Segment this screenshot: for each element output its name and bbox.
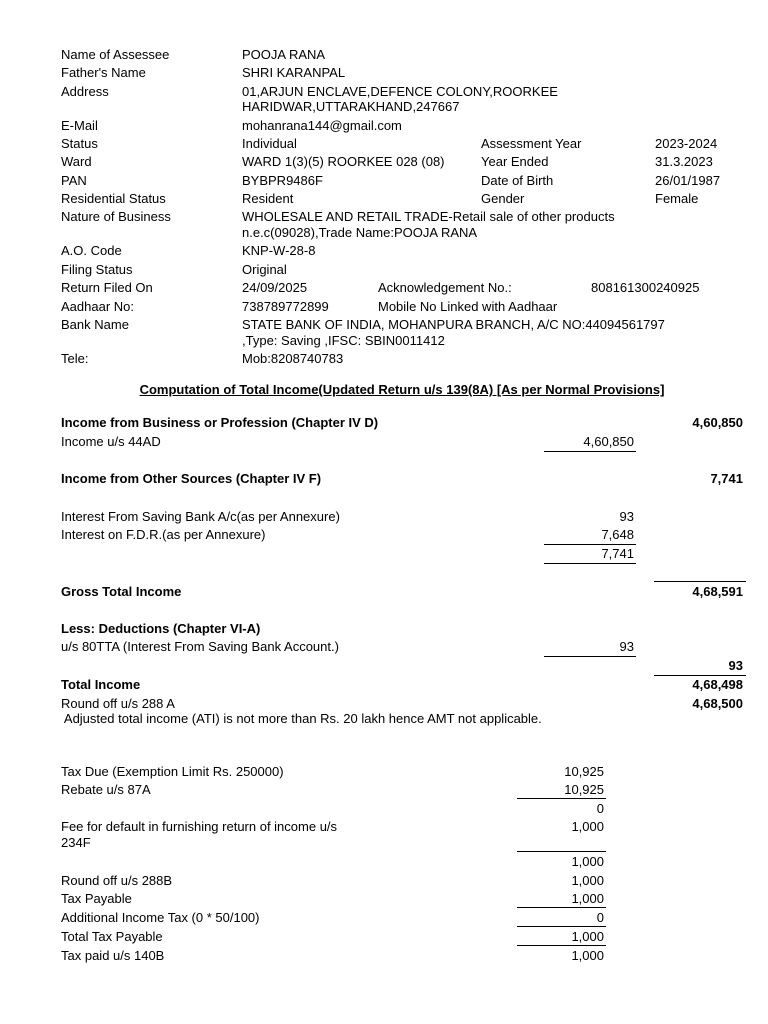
tax-due: 10,925: [564, 764, 604, 779]
rule: [517, 945, 606, 946]
gender: Female: [655, 191, 699, 206]
return-filed-on-label: Return Filed On: [61, 280, 153, 295]
roundoff-288a: 4,68,500: [692, 696, 743, 711]
assessee-name-label: Name of Assessee: [61, 47, 170, 62]
business-head: Income from Business or Profession (Chapter IV D): [61, 415, 379, 430]
pan-label: PAN: [61, 173, 87, 188]
residential-status-label: Residential Status: [61, 191, 166, 206]
status-label: Status: [61, 136, 98, 151]
nature-of-business-line-1: WHOLESALE AND RETAIL TRADE-Retail sale of other products: [242, 209, 615, 224]
ward: WARD 1(3)(5) ROORKEE 028 (08): [242, 154, 445, 169]
saving-interest: 93: [619, 509, 634, 524]
rule: [544, 451, 636, 452]
year-ended: 31.3.2023: [655, 154, 713, 169]
tax-paid-140b-label: Tax paid u/s 140B: [61, 948, 165, 963]
income-44ad: 4,60,850: [583, 434, 634, 449]
acknowledgement-label: Acknowledgement No.:: [378, 280, 512, 295]
rule: [517, 926, 606, 927]
address-line-2: HARIDWAR,UTTARAKHAND,247667: [242, 99, 460, 114]
return-filed-on: 24/09/2025: [242, 280, 308, 295]
other-sources-head: Income from Other Sources (Chapter IV F): [61, 471, 322, 486]
computation-title: Computation of Total Income(Updated Return u/s 139(8A) [As per Normal Provisions]: [139, 382, 665, 397]
roundoff-288a-label: Round off u/s 288 A: [61, 696, 175, 711]
aadhaar-no: 738789772899: [242, 299, 329, 314]
fdr-interest-label: Interest on F.D.R.(as per Annexure): [61, 527, 266, 542]
address-line-1: 01,ARJUN ENCLAVE,DEFENCE COLONY,ROORKEE: [242, 84, 558, 99]
other-sources-total: 7,741: [710, 471, 743, 486]
additional-tax-label: Additional Income Tax (0 * 50/100): [61, 910, 260, 925]
total-income: 4,68,498: [692, 677, 743, 692]
assessment-year-label: Assessment Year: [481, 136, 582, 151]
business-total: 4,60,850: [692, 415, 743, 430]
nature-of-business-line-2: n.e.c(09028),Trade Name:POOJA RANA: [242, 225, 478, 240]
tax-after-rebate: 0: [596, 801, 604, 816]
rule: [654, 581, 746, 582]
amt-note: Adjusted total income (ATI) is not more than Rs. 20 lakh hence AMT not applicable.: [61, 711, 542, 726]
tax-payable-label: Tax Payable: [61, 891, 132, 906]
other-sources-subtotal: 7,741: [601, 546, 634, 561]
dob-label: Date of Birth: [481, 173, 554, 188]
fdr-interest: 7,648: [601, 527, 634, 542]
fee-234f: 1,000: [571, 819, 604, 834]
rule: [654, 675, 746, 676]
dob: 26/01/1987: [655, 173, 721, 188]
rule: [544, 563, 636, 564]
rule: [544, 656, 636, 657]
gender-label: Gender: [481, 191, 525, 206]
filing-status: Original: [242, 262, 287, 277]
ao-code-label: A.O. Code: [61, 243, 122, 258]
tele: Mob:8208740783: [242, 351, 344, 366]
ttta-value: 93: [619, 639, 634, 654]
fee-234f-label-line-2: 234F: [61, 835, 91, 850]
address-label: Address: [61, 84, 109, 99]
email: mohanrana144@gmail.com: [242, 118, 402, 133]
tax-payable: 1,000: [571, 891, 604, 906]
status: Individual: [242, 136, 297, 151]
father-name-label: Father's Name: [61, 65, 146, 80]
additional-tax: 0: [596, 910, 604, 925]
aadhaar-label: Aadhaar No:: [61, 299, 134, 314]
rebate-87a: 10,925: [564, 782, 604, 797]
nature-of-business-label: Nature of Business: [61, 209, 171, 224]
pan: BYBPR9486F: [242, 173, 323, 188]
deductions-total: 93: [728, 658, 743, 673]
father-name: SHRI KARANPAL: [242, 65, 346, 80]
filing-status-label: Filing Status: [61, 262, 133, 277]
rule: [544, 544, 636, 545]
roundoff-288b: 1,000: [571, 873, 604, 888]
ao-code: KNP-W-28-8: [242, 243, 316, 258]
residential-status: Resident: [242, 191, 294, 206]
total-tax-payable-label: Total Tax Payable: [61, 929, 163, 944]
year-ended-label: Year Ended: [481, 154, 549, 169]
assessee-name: POOJA RANA: [242, 47, 326, 62]
rule: [517, 907, 606, 908]
total-tax-payable: 1,000: [571, 929, 604, 944]
mobile-linked-label: Mobile No Linked with Aadhaar: [378, 299, 558, 314]
total-income-label: Total Income: [61, 677, 141, 692]
gross-total-income-label: Gross Total Income: [61, 584, 182, 599]
tax-subtotal: 1,000: [571, 854, 604, 869]
deductions-head: Less: Deductions (Chapter VI-A): [61, 621, 261, 636]
income-44ad-label: Income u/s 44AD: [61, 434, 161, 449]
saving-interest-label: Interest From Saving Bank A/c(as per Annexure): [61, 509, 340, 524]
ward-label: Ward: [61, 154, 92, 169]
gross-total-income: 4,68,591: [692, 584, 743, 599]
bank-line-2: ,Type: Saving ,IFSC: SBIN0011412: [242, 333, 445, 348]
roundoff-288b-label: Round off u/s 288B: [61, 873, 173, 888]
fee-234f-label-line-1: Fee for default in furnishing return of income u/s: [61, 819, 338, 834]
assessment-year: 2023-2024: [655, 136, 718, 151]
acknowledgement-no: 808161300240925: [591, 280, 700, 295]
rule: [517, 851, 606, 852]
rule: [517, 798, 606, 799]
bank-name-label: Bank Name: [61, 317, 129, 332]
tax-due-label: Tax Due (Exemption Limit Rs. 250000): [61, 764, 284, 779]
ttta-label: u/s 80TTA (Interest From Saving Bank Account.): [61, 639, 339, 654]
bank-line-1: STATE BANK OF INDIA, MOHANPURA BRANCH, A/C NO:44094561797: [242, 317, 665, 332]
email-label: E-Mail: [61, 118, 98, 133]
tax-paid-140b: 1,000: [571, 948, 604, 963]
rebate-87a-label: Rebate u/s 87A: [61, 782, 151, 797]
tele-label: Tele:: [61, 351, 89, 366]
